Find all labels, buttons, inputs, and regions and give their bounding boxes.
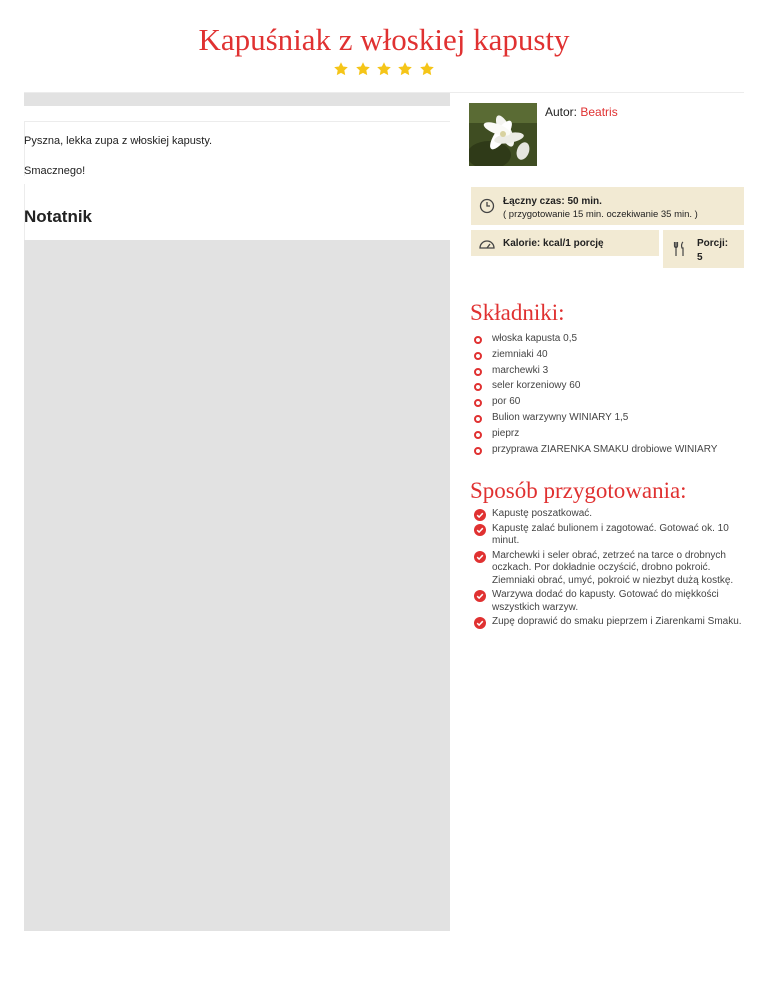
- list-item: przyprawa ZIARENKA SMAKU drobiowe WINIARY: [474, 444, 759, 460]
- author-photo[interactable]: [469, 103, 537, 166]
- check-circle-icon: [474, 590, 486, 602]
- ingredients-heading: Składniki:: [470, 300, 565, 325]
- servings-label: Porcji:: [697, 238, 729, 249]
- list-item: Kapustę poszatkować.: [474, 508, 746, 521]
- notes-heading: Notatnik: [24, 207, 92, 226]
- ring-bullet-icon: [474, 336, 482, 344]
- ring-bullet-icon: [474, 431, 482, 439]
- calories-label: Kalorie: kcal/1 porcję: [503, 238, 604, 249]
- cutlery-icon: [673, 241, 687, 257]
- ingredients-list: [474, 333, 759, 459]
- list-item: Marchewki i seler obrać, zetrzeć na tarce o drobnych oczkach. Por dokładnie oczyścić, drobno pokroić. Ziemniaki obrać, umyć, pokroić w niezbyt dużą kostkę.: [474, 550, 746, 588]
- list-item: Kapustę zalać bulionem i zagotować. Gotować ok. 10 minut.: [474, 523, 746, 548]
- list-item: pieprz: [474, 428, 759, 444]
- star-icon: [376, 61, 392, 77]
- list-item: seler korzeniowy 60: [474, 380, 759, 396]
- recipe-title: Kapuśniak z włoskiej kapusty: [198, 22, 570, 57]
- servings-value: 5: [697, 252, 703, 263]
- check-circle-icon: [474, 524, 486, 536]
- list-item: por 60: [474, 396, 759, 412]
- ring-bullet-icon: [474, 399, 482, 407]
- list-item: marchewki 3: [474, 365, 759, 381]
- divider: [24, 92, 744, 93]
- ring-bullet-icon: [474, 368, 482, 376]
- servings-box: [663, 230, 744, 268]
- total-time-box: [471, 187, 744, 225]
- author-label: Autor:: [545, 105, 578, 119]
- star-icon: [333, 61, 349, 77]
- star-icon: [419, 61, 435, 77]
- list-item: Warzywa dodać do kapusty. Gotować do miękkości wszystkich warzyw.: [474, 589, 746, 614]
- check-circle-icon: [474, 617, 486, 629]
- author-line: [545, 105, 618, 119]
- list-item: Zupę doprawić do smaku pieprzem i Ziarenkami Smaku.: [474, 616, 746, 629]
- steps-list: [474, 508, 746, 631]
- recipe-description: Pyszna, lekka zupa z włoskiej kapusty.: [24, 135, 213, 147]
- divider: [24, 121, 450, 122]
- recipe-closing: Smacznego!: [24, 165, 86, 177]
- time-breakdown: ( przygotowanie 15 min. oczekiwanie 35 min. ): [503, 209, 698, 220]
- check-circle-icon: [474, 509, 486, 521]
- check-circle-icon: [474, 551, 486, 563]
- notes-area[interactable]: [24, 240, 450, 931]
- clock-icon: [479, 198, 495, 214]
- star-icon: [397, 61, 413, 77]
- gauge-icon: [478, 235, 496, 251]
- servings: [697, 237, 728, 265]
- ring-bullet-icon: [474, 383, 482, 391]
- list-item: ziemniaki 40: [474, 349, 759, 365]
- calories-box: [471, 230, 659, 256]
- ring-bullet-icon: [474, 352, 482, 360]
- total-time-label: Łączny czas: 50 min.: [503, 196, 602, 207]
- steps-heading: Sposób przygotowania:: [470, 478, 687, 503]
- ring-bullet-icon: [474, 415, 482, 423]
- ring-bullet-icon: [474, 447, 482, 455]
- star-icon: [355, 61, 371, 77]
- rating-stars: [0, 61, 768, 79]
- list-item: włoska kapusta 0,5: [474, 333, 759, 349]
- list-item: Bulion warzywny WINIARY 1,5: [474, 412, 759, 428]
- image-placeholder-bar: [24, 92, 450, 106]
- author-name-link[interactable]: Beatris: [580, 105, 618, 119]
